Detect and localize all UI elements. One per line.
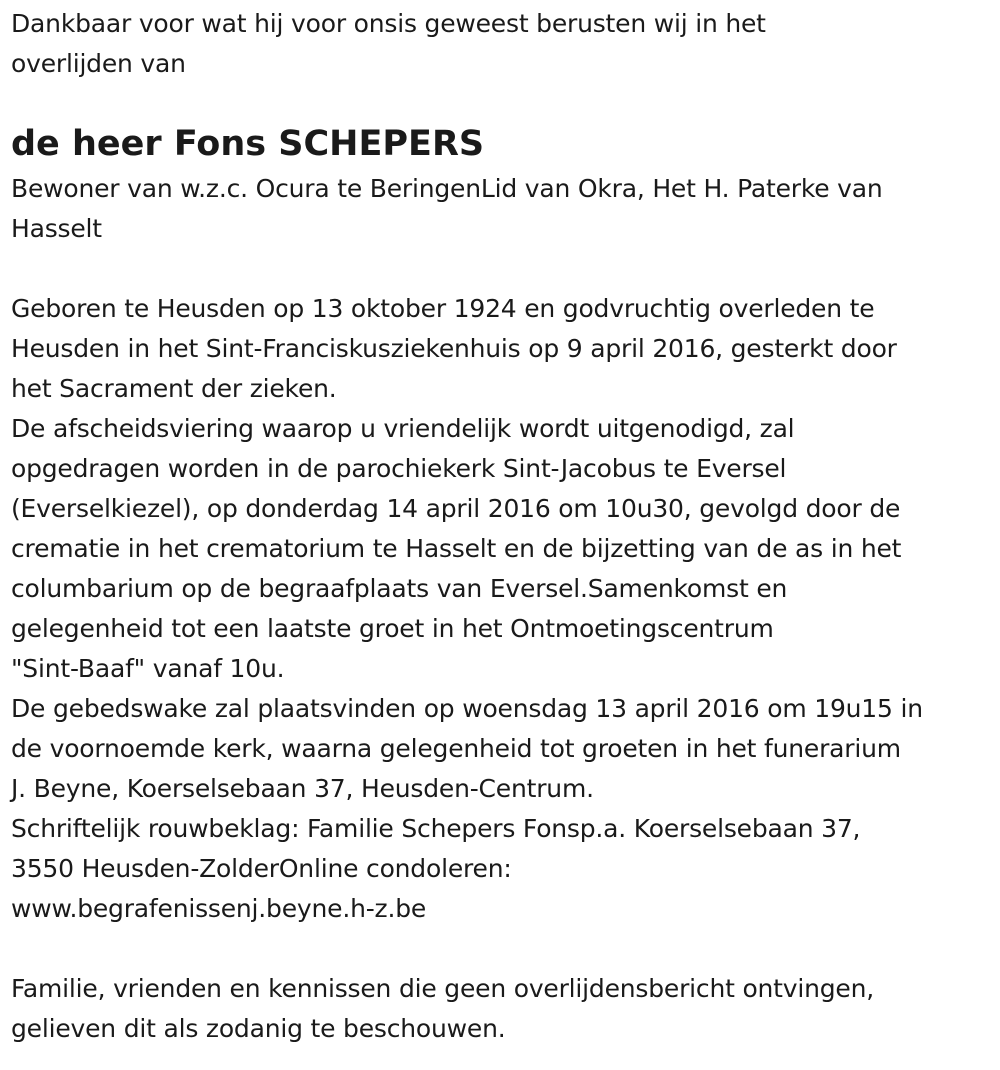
body-line: J. Beyne, Koerselsebaan 37, Heusden-Centrum. [11, 774, 594, 803]
body-line: 3550 Heusden-ZolderOnline condoleren: [11, 854, 512, 883]
body-line: opgedragen worden in de parochiekerk Sint-Jacobus te Eversel [11, 454, 787, 483]
body-line: de voornoemde kerk, waarna gelegenheid tot groeten in het funerarium [11, 734, 901, 763]
subtitle-line: Bewoner van w.z.c. Ocura te BeringenLid van Okra, Het H. Paterke van [11, 174, 883, 203]
closing-line: gelieven dit als zodanig te beschouwen. [11, 1014, 506, 1043]
body-line: het Sacrament der zieken. [11, 374, 337, 403]
intro-line: overlijden van [11, 49, 186, 78]
body-line: gelegenheid tot een laatste groet in het Ontmoetingscentrum [11, 614, 774, 643]
body-line: Geboren te Heusden op 13 oktober 1924 en godvruchtig overleden te [11, 294, 875, 323]
body-line: Heusden in het Sint-Franciskusziekenhuis op 9 april 2016, gesterkt door [11, 334, 897, 363]
subtitle-line: Hasselt [11, 214, 102, 243]
body-line: (Everselkiezel), op donderdag 14 april 2016 om 10u30, gevolgd door de [11, 494, 901, 523]
body-line: www.begrafenissenj.beyne.h-z.be [11, 894, 427, 923]
intro-text [11, 4, 991, 84]
intro-line: Dankbaar voor wat hij voor onsis geweest berusten wij in het [11, 9, 766, 38]
body-line: Schriftelijk rouwbeklag: Familie Schepers Fonsp.a. Koerselsebaan 37, [11, 814, 861, 843]
body-line: crematie in het crematorium te Hasselt en de bijzetting van de as in het [11, 534, 902, 563]
spacer [11, 249, 991, 289]
closing-text [11, 969, 991, 1049]
subtitle-text [11, 169, 991, 249]
body-line: De afscheidsviering waarop u vriendelijk wordt uitgenodigd, zal [11, 414, 795, 443]
deceased-name: de heer Fons SCHEPERS [11, 124, 485, 164]
closing-line: Familie, vrienden en kennissen die geen overlijdensbericht ontvingen, [11, 974, 875, 1003]
body-line: columbarium op de begraafplaats van Eversel.Samenkomst en [11, 574, 788, 603]
spacer [11, 929, 991, 969]
body-text [11, 289, 991, 929]
body-line: De gebedswake zal plaatsvinden op woensdag 13 april 2016 om 19u15 in [11, 694, 923, 723]
body-line: "Sint-Baaf" vanaf 10u. [11, 654, 285, 683]
obituary-notice [11, 4, 991, 1049]
